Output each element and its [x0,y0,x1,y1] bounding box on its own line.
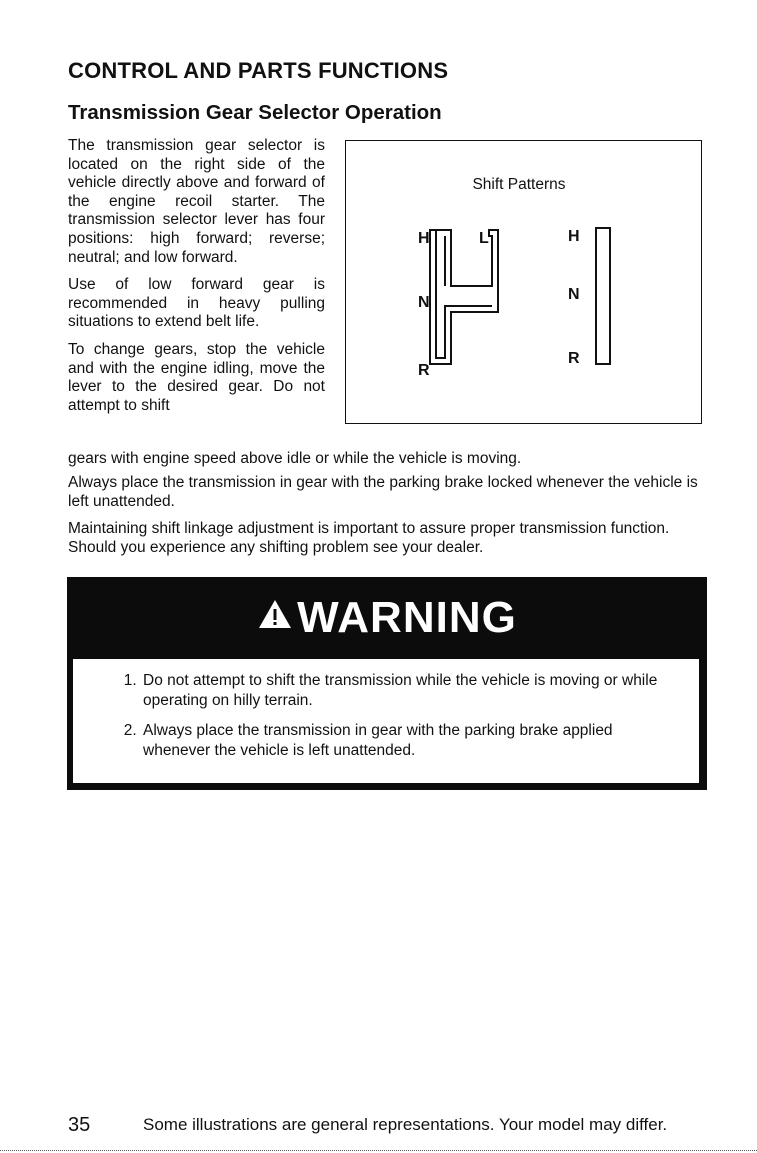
left-gate-label-r: R [418,362,430,379]
shift-patterns-diagram [346,141,703,425]
left-gate-label-l: L [479,230,489,247]
warning-box [67,577,707,790]
warning-body [73,659,699,783]
paragraph-maintenance [68,520,708,557]
warning-header [67,593,707,643]
subsection-title: Transmission Gear Selector Operation [68,101,442,124]
right-shift-gate [596,228,610,364]
paragraph-change-gears-continued [68,450,728,469]
footer-rule [0,1150,757,1151]
paragraph-unattended [68,474,708,511]
figure-title: Shift Patterns [472,176,566,193]
left-gate-label-n: N [418,294,430,311]
warning-item: 2. Always place the transmission in gear with the parking brake applied whenever the vehicle is left unattended. [141,721,671,761]
paragraph-low-forward: Use of low forward gear is recommended in heavy pulling situations to extend belt life. [68,276,325,331]
right-gate-label-h: H [568,228,580,245]
paragraph-unattended-text: Always place the transmission in gear with the parking brake locked whenever the vehicle is left unattended. [68,474,698,510]
left-gate-label-h: H [418,230,430,247]
paragraph-change-gears: To change gears, stop the vehicle and with the engine idling, move the lever to the desired gear. Do not attempt to shift [68,340,325,414]
left-shift-gate [430,230,498,364]
shift-patterns-figure [345,140,702,424]
paragraph-change-gears-tail: gears with engine speed above idle or while the vehicle is moving. [68,450,522,467]
section-title: CONTROL AND PARTS FUNCTIONS [68,58,449,83]
footer-note: Some illustrations are general representations. Your model may differ. [143,1115,668,1134]
warning-list [107,671,671,761]
warning-title: WARNING [297,593,517,642]
right-gate-label-n: N [568,286,580,303]
paragraph-maintenance-text: Maintaining shift linkage adjustment is important to assure proper transmission function. Should you experience any shifting problem see your dealer. [68,520,670,556]
intro-column [68,137,325,415]
warning-triangle-icon [257,598,293,630]
right-gate-label-r: R [568,350,580,367]
warning-item: 1. Do not attempt to shift the transmission while the vehicle is moving or while operating on hilly terrain. [141,671,671,711]
paragraph-location: The transmission gear selector is located on the right side of the vehicle directly above and forward of the engine recoil starter. The transmission selector lever has four positions: high forward; reverse; neutral; and low forward. [68,137,325,266]
page-number: 35 [68,1114,91,1136]
